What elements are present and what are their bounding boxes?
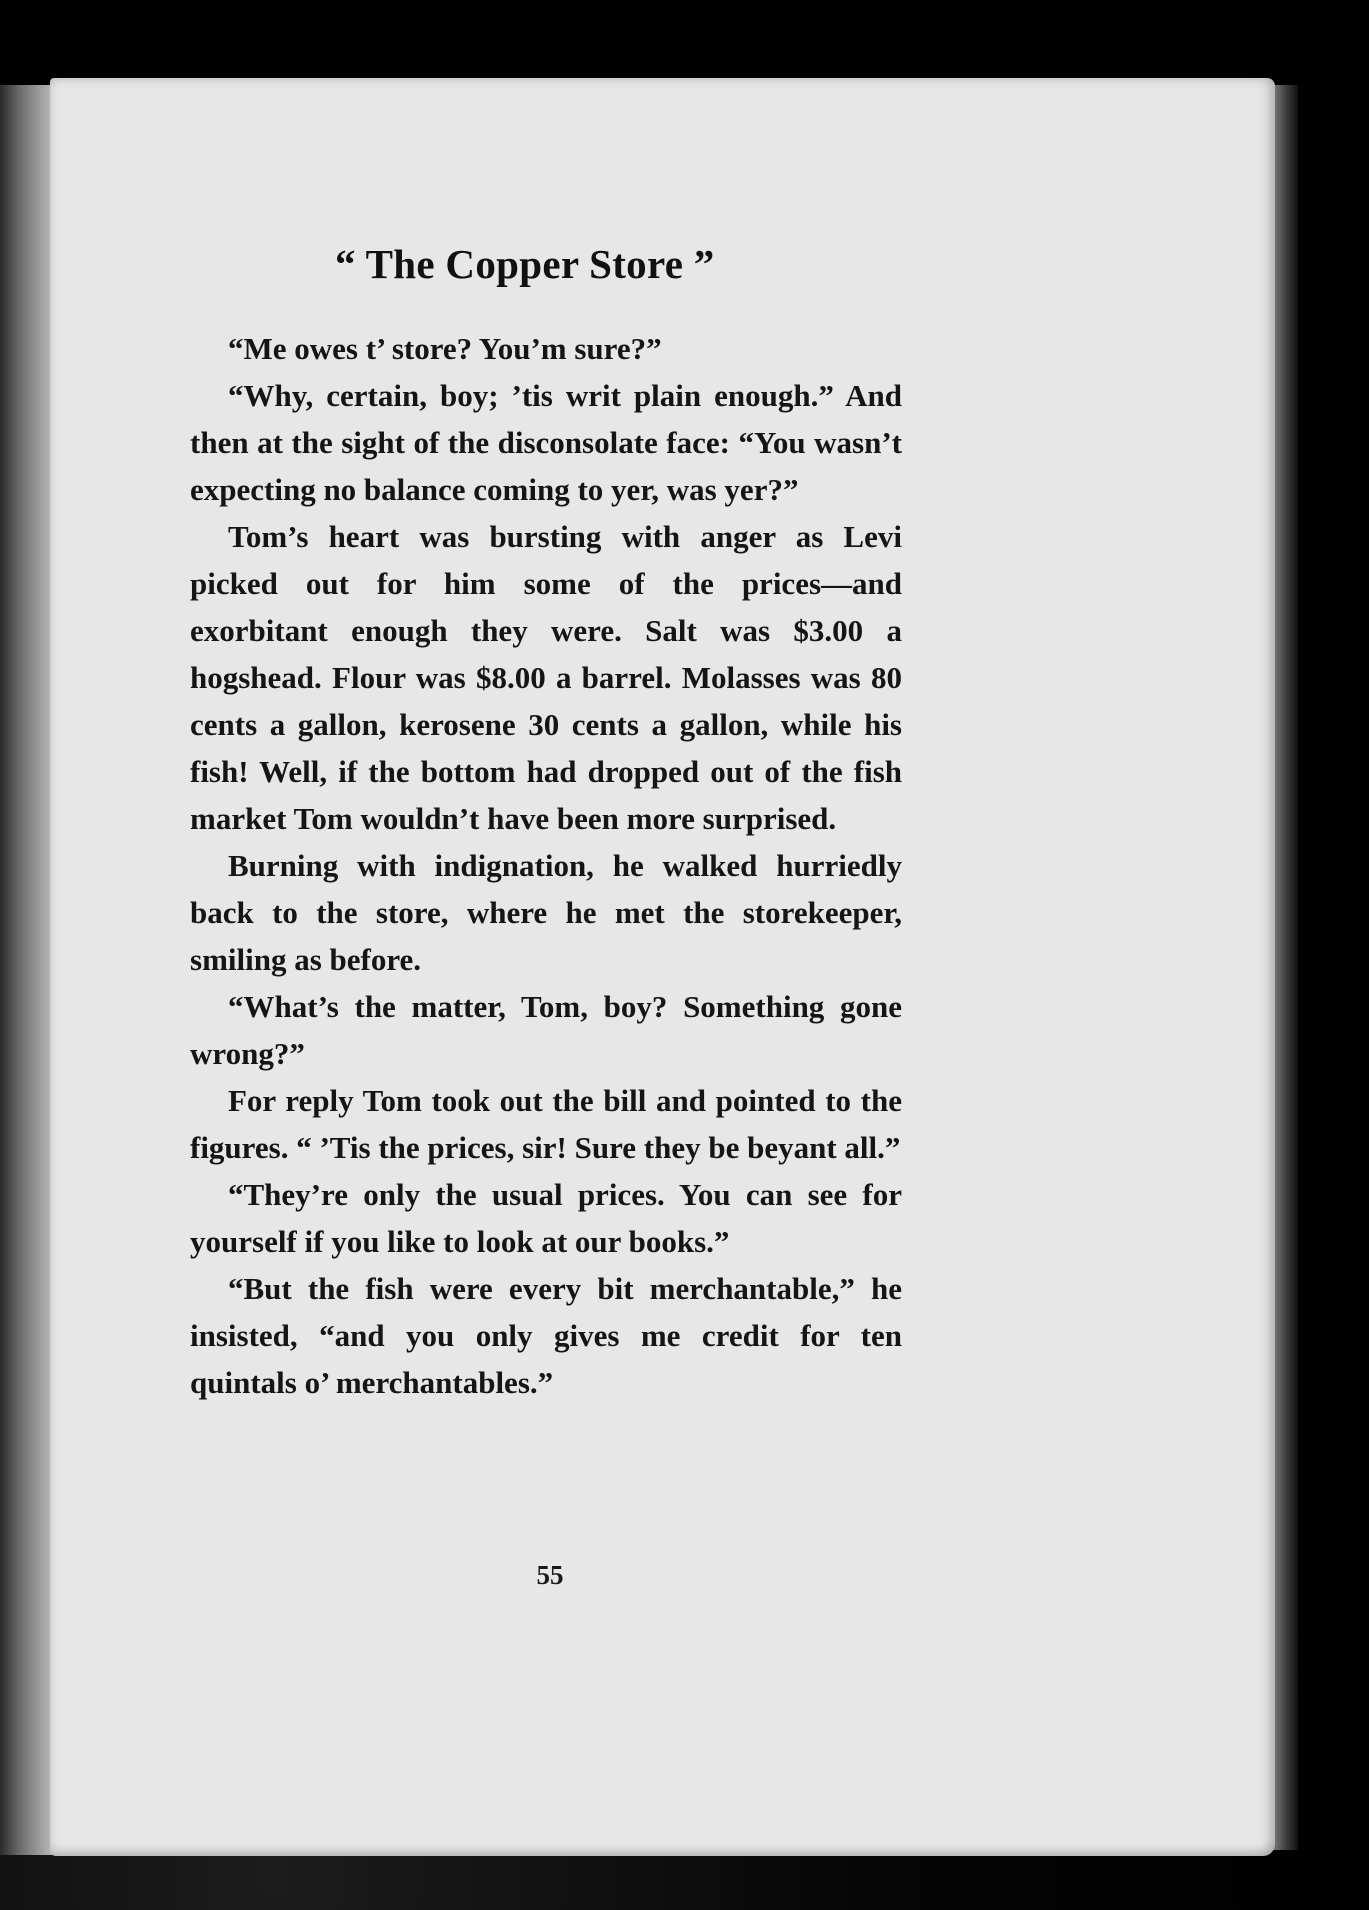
left-page-edge [0, 85, 55, 1855]
paragraph: Tom’s heart was bursting with anger as Levi picked out for him some of the prices—and exorbitant enough they were. Salt was $3.00 a hogshead. Flour was $8.00 a barrel. Molasses was 80 cents a gallon, kerosene 30 cents a gallon, while his fish! Well, if the bottom had dropped out of the fish market Tom wouldn’t have been more surprised. [190, 519, 902, 836]
paragraph: “Me owes t’ store? You’m sure?” [228, 331, 662, 366]
page-number: 55 [536, 1560, 564, 1590]
paragraph: “What’s the matter, Tom, boy? Something gone wrong?” [190, 989, 902, 1071]
running-head: “ The Copper Store ” [335, 241, 715, 287]
paragraph: For reply Tom took out the bill and pointed to the figures. “ ’Tis the prices, sir! Sure they be beyant all.” [190, 1083, 902, 1165]
paragraph: “They’re only the usual prices. You can see for yourself if you like to look at our books.” [190, 1177, 902, 1259]
paragraph: Burning with indignation, he walked hurriedly back to the store, where he met the storekeeper, smiling as before. [190, 848, 902, 977]
paragraph: “But the fish were every bit merchantable,” he insisted, “and you only gives me credit for ten quintals o’ merchantables.” [190, 1271, 902, 1400]
paragraph: “Why, certain, boy; ’tis writ plain enough.” And then at the sight of the disconsolate face: “You wasn’t expecting no balance coming to yer, was yer?” [190, 378, 902, 507]
body-text [190, 325, 902, 1406]
